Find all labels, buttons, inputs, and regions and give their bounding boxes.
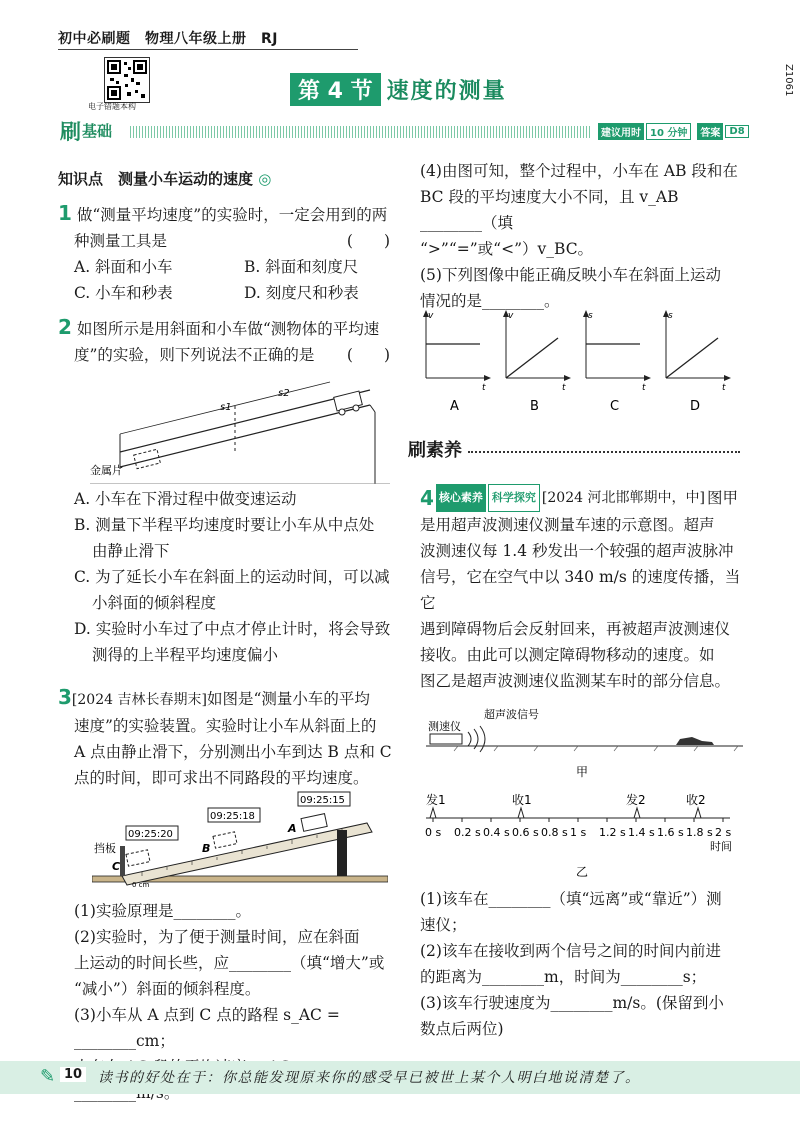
incline-top [120, 390, 370, 452]
column-divider [400, 160, 401, 1055]
q3-sub2-cont: 上运动的时间长些，应________（填“增大”或 [74, 954, 385, 972]
svg-text:t: t [722, 383, 726, 393]
q4-line2: 是用超声波测速仪测量车速的示意图。超声 [420, 516, 715, 534]
label-board: 挡板 [94, 842, 116, 855]
q4-source: [2024 河北邯郸期中，中] [541, 490, 705, 506]
q4-sub1-cont: 速仪； [420, 916, 467, 934]
label-speed-meter: 测速仪 [428, 720, 461, 733]
section-title [290, 74, 507, 104]
tick-label: 0.6 s [512, 826, 539, 839]
incline-block [337, 830, 347, 876]
incline-bottom [120, 405, 370, 467]
q1-text2: 种测量工具是 [74, 232, 168, 250]
label-metal-plate: 金属片 [90, 464, 123, 477]
literacy-band [408, 436, 740, 462]
graph-a-label: A [450, 399, 459, 414]
svg-text:v: v [428, 311, 434, 321]
q4-sub3-cont: 数点后两位) [420, 1020, 504, 1038]
q1-option-c: C. 小车和秒表 [74, 284, 173, 302]
qr-label: 电子错题本构 [88, 102, 136, 111]
q3-text2: 速度”的实验装置。实验时让小车从斜面上的 [74, 717, 377, 735]
q2-option-c: C. 为了延长小车在斜面上的运动时间，可以减 [74, 568, 390, 586]
band-label: 刷 [60, 120, 81, 144]
section-number: 第 4 节 [290, 73, 381, 106]
q3-sub4-cont: BC 段的平均速度大小不同，且 v_AB ________（填 [420, 188, 679, 232]
q1-option-a: A. 斜面和小车 [74, 258, 173, 276]
q2-text2: 度”的实验，则下列说法不正确的是 [74, 346, 315, 364]
svg-text:v: v [508, 311, 514, 321]
pulse-recv-2: 收2 [686, 793, 706, 807]
clock-b: 09:25:18 [210, 811, 255, 822]
q1-option-d: D. 刻度尺和秒表 [244, 284, 359, 302]
q3-sub2: (2)实验时，为了便于测量时间，应在斜面 [74, 928, 360, 946]
q1-number: 1 [58, 201, 72, 225]
question-4 [420, 484, 746, 694]
svg-text:t: t [562, 383, 566, 393]
q1-answer-paren: ( ) [346, 232, 390, 250]
graph-b [503, 310, 571, 414]
band-sub: 基础 [82, 122, 113, 140]
q3-sub5: (5)下列图像中能正确反映小车在斜面上运动 [420, 266, 721, 284]
label-jia: 甲 [576, 765, 589, 779]
q3-text3: A 点由静止滑下，分别测出小车到达 B 点和 C [74, 743, 392, 761]
q4-line6: 接收。由此可以测定障碍物移动的速度。如 [420, 646, 715, 664]
clock-a: 09:25:15 [300, 795, 345, 806]
point-a: A [288, 822, 297, 835]
motion-graphs [418, 308, 748, 418]
q4-line5: 遇到障碍物后会反射回来，再被超声波测速仪 [420, 620, 731, 638]
question-3 [58, 684, 392, 791]
q3-sub2-cont2: “减小”）斜面的倾斜程度。 [74, 980, 261, 998]
time-label: 建议用时 [598, 123, 644, 140]
section-name: 速度的测量 [386, 78, 507, 104]
label-yi: 乙 [576, 865, 589, 879]
tick-label: 0.4 s [483, 826, 510, 839]
tick-label: 1.2 s [599, 826, 626, 839]
q3-sub1: (1)实验原理是________。 [74, 902, 251, 920]
q4-line4: 信号，它在空气中以 340 m/s 的速度传播，当它 [420, 568, 741, 612]
q2-options [74, 486, 392, 668]
tick-label: 0 s [425, 826, 442, 839]
literacy-label: 刷素养 [408, 440, 462, 461]
svg-text:t: t [642, 383, 646, 393]
q3-sub5-cont: 情况的是________。 [420, 292, 560, 310]
question-1 [58, 200, 390, 306]
q4-text: 图甲 [706, 489, 738, 507]
knowledge-point-title: 知识点 测量小车运动的速度 ◎ [58, 170, 272, 188]
ruler-unit: 0 cm [132, 881, 150, 889]
question-2 [58, 314, 390, 368]
time-value: 10 分钟 [646, 123, 691, 140]
q2-answer-paren: ( ) [346, 346, 390, 364]
svg-text:s: s [588, 311, 593, 321]
incline-figure-q2 [90, 372, 390, 484]
q4-subquestions [420, 886, 746, 1042]
q2-text: 如图所示是用斜面和小车做“测物体的平均速 [76, 320, 380, 338]
q4-sub1: (1)该车在________（填“远离”或“靠近”）测 [420, 890, 722, 908]
graph-a [423, 310, 491, 414]
q3-source: [2024 吉林长春期末] [71, 692, 207, 708]
q2-option-d-cont: 测得的上半程平均速度偏小 [92, 646, 279, 664]
q3-text4: 点的时间，即可求出不同路段的平均速度。 [74, 769, 369, 787]
label-ultrasonic-signal: 超声波信号 [484, 708, 539, 721]
q2-option-d: D. 实验时小车过了中点才停止计时，将会导致 [74, 620, 391, 638]
q2-option-b-cont: 由静止滑下 [92, 542, 170, 560]
tag-inquiry: 科学探究 [488, 484, 540, 512]
answer-label: 答案 [697, 123, 723, 140]
axis-time-label: 时间 [710, 840, 732, 853]
graph-c [583, 310, 651, 414]
label-s2: s2 [278, 388, 290, 399]
point-b: B [202, 842, 211, 855]
tag-core: 核心素养 [436, 484, 486, 512]
q2-number: 2 [58, 315, 72, 339]
q4-line3: 波测速仪每 1.4 秒发出一个较强的超声波脉冲 [420, 542, 734, 560]
band-meta [598, 123, 749, 140]
qr-code-icon[interactable] [104, 57, 150, 103]
pencil-icon: ✎ [40, 1066, 56, 1087]
book-header: 初中必刷题 物理八年级上册 RJ [58, 31, 278, 47]
tick-label: 1.4 s [628, 826, 655, 839]
pulse-send-1: 发1 [426, 793, 446, 807]
q4-number: 4 [420, 486, 434, 510]
header-rule [58, 49, 358, 50]
graph-b-label: B [530, 399, 539, 414]
ultrasonic-figure [418, 702, 748, 880]
side-code: Z1061 [783, 64, 794, 97]
svg-text:s: s [668, 311, 673, 321]
end-board [120, 846, 125, 876]
q4-sub2-cont: 的距离为________m，时间为________s； [420, 968, 707, 986]
point-c: C [112, 860, 121, 873]
pulse-recv-1: 收1 [512, 793, 532, 807]
q3-sub4: (4)由图可知，整个过程中，小车在 AB 段和在 [420, 162, 738, 180]
q4-sub3: (3)该车行驶速度为________m/s。(保留到小 [420, 994, 724, 1012]
footer-quote: 读书的好处在于：你总能发现原来你的感受早已被世上某个人明白地说清楚了。 [98, 1070, 641, 1086]
incline-figure-q3 [92, 790, 388, 890]
graph-d-label: D [690, 399, 701, 414]
target-icon: ◎ [258, 170, 272, 188]
q1-text: 做“测量平均速度”的实验时，一定会用到的两 [76, 206, 388, 224]
toy-car-q3 [301, 814, 327, 832]
tick-label: 0.2 s [454, 826, 481, 839]
time-axis-ticks [425, 818, 731, 839]
q3-sub3: (3)小车从 A 点到 C 点的路程 s_AC = ________cm； [74, 1006, 340, 1050]
band-hatch [130, 126, 592, 138]
q3-number: 3 [58, 685, 72, 709]
clock-c: 09:25:20 [128, 829, 173, 840]
answer-value: D8 [725, 125, 748, 138]
q3-sub4-cont2: “>”“=”或“<”）v_BC。 [420, 240, 594, 258]
q2-option-b: B. 测量下半程平均速度时要让小车从中点处 [74, 516, 375, 534]
tick-label: 0.8 s [541, 826, 568, 839]
label-s1: s1 [220, 402, 232, 413]
tick-label: 2 s [715, 826, 732, 839]
q2-option-a: A. 小车在下滑过程中做变速运动 [74, 490, 297, 508]
tick-label: 1 s [570, 826, 587, 839]
pulse-send-2: 发2 [626, 793, 646, 807]
car-icon [676, 737, 714, 745]
graph-d [663, 310, 731, 414]
q1-option-b: B. 斜面和刻度尺 [244, 258, 359, 276]
q4-sub2: (2)该车在接收到两个信号之间的时间内前进 [420, 942, 721, 960]
q4-line7: 图乙是超声波测速仪监测某车时的部分信息。 [420, 672, 731, 690]
q3-right [420, 158, 745, 314]
q3-text: 如图是“测量小车的平均 [206, 690, 370, 708]
speed-meter-icon [430, 734, 462, 744]
page-number: 10 [60, 1067, 86, 1082]
tick-label: 1.8 s [686, 826, 713, 839]
graph-c-label: C [610, 399, 620, 414]
tick-label: 1.6 s [657, 826, 684, 839]
svg-text:t: t [482, 383, 486, 393]
q2-option-c-cont: 小斜面的倾斜程度 [92, 594, 217, 612]
